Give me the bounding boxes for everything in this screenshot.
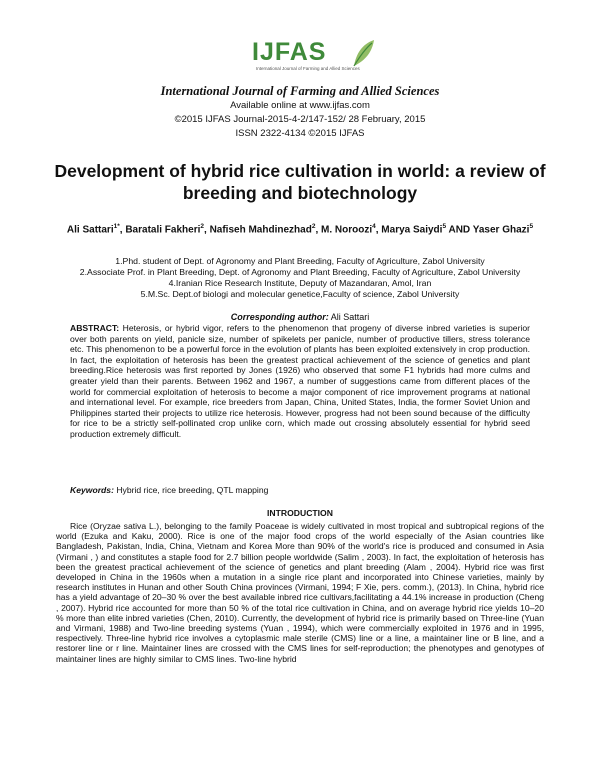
corresponding-label: Corresponding author: [230,312,329,322]
keywords-text: Hybrid rice, rice breeding, QTL mapping [116,485,269,495]
journal-logo [240,36,370,78]
available-online: Available online at www.ijfas.com [230,100,370,111]
issn-line: ISSN 2322-4134 ©2015 IJFAS [235,128,365,139]
author-separator: , [119,224,126,236]
author-name: Ali Sattari [66,224,114,236]
affiliation-4: 4.Iranian Rice Research Institute, Deputy of Mazandaran, Amol, Iran [168,278,432,288]
author-separator: , [204,224,210,236]
author-affiliation-mark: 4 [372,223,376,230]
author-separator: , [315,224,321,236]
introduction-text: Rice (Oryzae sativa L.), belonging to the family Poaceae is widely cultivated in most tropical and subtropical regions of the world (Ezuka and Kaku, 2000). Rice is one of the major food crops of the world especially of the Asian countries like Bangladesh, Pakistan, India, China, Vietnam and Korea More than 90% of the world's rice is produced and consumed in Asia (Virmani , ) and constitutes a staple food for 2.7 billion people worldwide (Salim , 2003). In fact, the exploitation of heterosis has been the greatest practical achievement of the science of genetics and plant breeding (Alam , 2004). Hybrid rice was first developed in China in the 1960s when a mutation in a single rice plant and incorporated into Chinese varieties, mainly by research institutes in Hunan and other South China provinces (Virmani, 1994; F Xie, pers. comm.), (2013). In China, hybrid rice has a yield advantage of 20–30 % over the best available inbred rice cultivars,facilitating a 44.1% increase in production (Cheng , 2007). Hybrid rice accounted for more than 50 % of the total rice cultivation in China, and on average hybrid rice yields 10–20 % more than elite inbred varieties (Chen, 2010). Currently, the development of hybrid rice is primarily based on Three-line (Yuan and Virmani, 1988) and Two-line breeding systems (Yuan , 1994), which were commercially exploited in 1976 and in 1995, respectively. Three-line hybrid rice involves a cytoplasmic male sterile (CMS) line or a line, a maintainer line or B line, and a restorer line or r line. Maintainer lines are crossed with the CMS lines for self-reproduction; the phenotypes and genotypes of maintainer lines are highly similar to CMS lines. Two-line hybrid [56,521,544,664]
author-affiliation-mark: 5 [442,223,447,230]
author-name: Nafiseh Mahdinezhad [209,224,312,236]
affiliation-1: 1.Phd. student of Dept. of Agronomy and Plant Breeding, Faculty of Agriculture, Zabol University [115,256,485,266]
corresponding-name: Ali Sattari [330,312,370,322]
author-list [40,220,560,236]
abstract [70,323,530,440]
affiliation-2: 2.Associate Prof. in Plant Breeding, Dept. of Agronomy and Plant Breeding, Faculty of Agriculture, Zabol University [79,267,521,277]
keywords [70,485,530,495]
abstract-label: ABSTRACT: [70,323,120,333]
author-affiliation-mark: 1* [113,223,120,230]
author-affiliation-mark: 2 [311,223,316,230]
author-affiliation-mark: 5 [529,223,534,230]
author-separator: , [375,224,382,236]
author-name: Marya Saiydi [381,224,443,236]
logo-wordmark: IJFAS [252,38,327,66]
author-name: M. Noroozi [321,224,373,236]
author-affiliation-mark: 2 [200,223,204,230]
leaf-icon [350,38,376,68]
copyright-line: ©2015 IJFAS Journal-2015-4-2/147-152/ 28 February, 2015 [174,114,426,125]
keywords-label: Keywords: [70,485,114,495]
corresponding-author [0,312,600,322]
article-title: Development of hybrid rice cultivation in world: a review of breeding and biotechnology [54,161,546,203]
author-separator: AND [446,224,473,236]
author-name: Baratali Fakheri [125,224,201,236]
logo-subtext: International Journal of Farming and Allied Sciences [256,66,360,71]
abstract-text: Heterosis, or hybrid vigor, refers to the phenomenon that progeny of diverse inbred varieties is superior over both parents on yield, panicle size, number of spikelets per panicle, number of productive tillers, stress tolerance etc. This phenomenon to be a powerful force in the evolution of plants has been exploited extensively in crop production. In fact, the exploitation of heterosis has been the greatest practical achievement of the science of genetics and plant breeding.Rice heterosis was first reported by Jones (1926) who observed that some F1 hybrids had more culms and greater yield than their parents. Between 1962 and 1967, a number of suggestions came from different places of the world for commercial exploitation of heterosis to become a major component of rice improvement programs at national and international level. For example, rice breeders from Japan, China, United States, India, the former Soviet Union and Philippines started their projects to utilize rice heterosis. However, progress had not been sound because of the difficulty for rice to be a strictly self-pollinated crop unlike corn, which made out crossing absolutely essential for hybrid seed production extremely difficult. [70,323,530,439]
section-heading-introduction: INTRODUCTION [267,508,333,518]
author-name: Yaser Ghazi [472,224,530,236]
affiliation-5: 5.M.Sc. Dept.of biologi and molecular genetice,Faculty of science, Zabol University [140,289,460,299]
journal-name: International Journal of Farming and Allied Sciences [160,84,440,98]
